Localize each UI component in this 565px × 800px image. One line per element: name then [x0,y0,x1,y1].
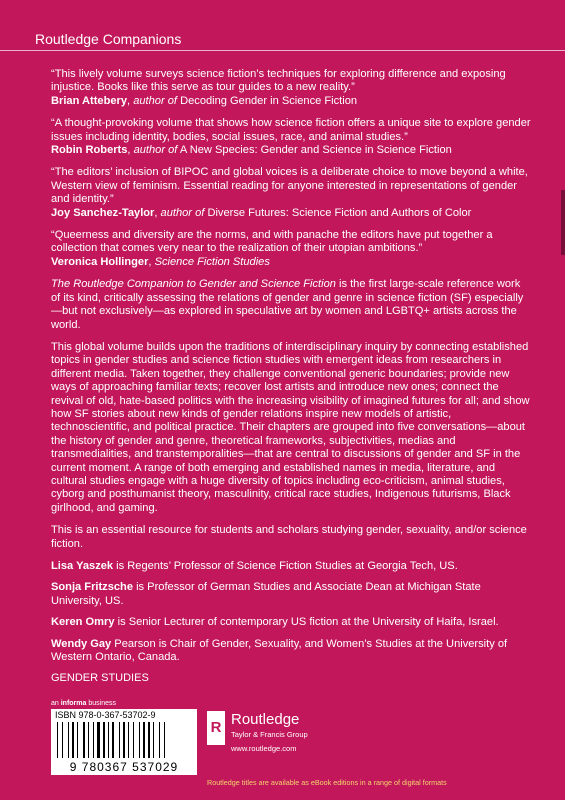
series-header [0,0,565,57]
editor-bio [51,616,531,629]
barcode-bars [57,722,193,758]
quote-work: Diverse Futures: Science Fiction and Authors of Color [207,206,472,219]
description-paragraph: This global volume builds upon the traditions of interdisciplinary inquiry by connecting established topics in gender studies and science fiction studies with emergent ideas from researchers in different media. Taken together, they challenge conventional generic boundaries; provide new ways of approaching familiar texts; recover lost artists and introduce new ones; connect the revival of old, hate-based politics with the increasing visibility of imagined futures for all; and show how SF stories about new kinds of gender relations inspire new models of artistic, technoscientific, and political practice. Their chapters are grouped into five conversations—about the history of gender and genre, theoretical frameworks, subjectivities, medias and transmedialities, and transtemporalities—that are central to discussions of gender and SF in the current moment. A range of both emerging and established names in media, literature, and cultural studies engage with a huge diversity of topics including eco-criticism, animal studies, cyborg and posthumanist theory, masculinity, critical race studies, Indigenous futurisms, Black girlhood, and gaming. [51,340,530,514]
quote-text: “Queerness and diversity are the norms, and with panache the editors have put together a collection that comes very near to the realization of their utopian ambitions.” [51,229,493,255]
barcode-bar [57,722,58,758]
editor-name: Sonja Fritzsche [51,581,133,594]
endorsement-quote [51,68,531,108]
barcode-bar [83,722,85,758]
quote-work: Decoding Gender in Science Fiction [180,94,358,107]
barcode-bar [159,722,160,758]
back-cover-content [51,68,531,686]
quote-text: “A thought-provoking volume that shows how science fiction offers a unique site to explore gender issues including identity, bodies, social issues, race, and animal studies.” [51,117,531,143]
editor-bio [51,560,531,573]
barcode-bar [133,722,134,758]
quote-author: Robin Roberts [51,144,128,157]
informa-suffix: business [86,700,116,707]
editor-bio-text: is Senior Lecturer of contemporary US fiction at the University of Haifa, Israel. [114,616,499,629]
quote-work: Science Fiction Studies [154,255,270,268]
barcode-bar [88,722,89,758]
editor-bio-text: Pearson is Chair of Gender, Sexuality, and Women’s Studies at the University of Western Ontario, Canada. [51,637,508,664]
quote-author-prefix: author of [133,144,178,157]
barcode-bar [135,722,138,758]
barcode-bar [77,722,78,758]
barcode-bar [64,722,67,758]
informa-prefix: an [51,700,61,707]
barcode-bar [119,722,120,758]
barcode-bar [108,722,109,758]
barcode-bar [106,722,107,758]
quote-text: “The editors’ inclusion of BIPOC and global voices is a deliberate choice to move beyond a white, Western view of feminism. Essential reading for anyone interested in representations of gender and identity.” [51,166,528,206]
editor-bio [51,638,531,665]
barcode-bar [128,722,129,758]
endorsement-quote [51,166,531,220]
quote-attribution: Veronica Hollinger, Science Fiction Studies [51,255,270,268]
isbn-text: ISBN 978-0-367-53702-9 [55,710,156,720]
barcode-bar [62,722,63,758]
quote-author: Joy Sanchez-Taylor [51,206,155,219]
barcode-bar [143,722,145,758]
quote-author-prefix: author of [160,206,205,219]
editor-name: Keren Omry [51,616,115,629]
barcode-bar [115,722,118,758]
barcode-bar [112,722,114,758]
informa-brand: informa [60,700,87,707]
editor-bio [51,581,531,608]
barcode-bar [126,722,127,758]
barcode-bar [148,722,150,758]
barcode-bar [70,722,71,758]
editor-bio-text: is Regents’ Professor of Science Fiction Studies at Georgia Tech, US. [113,560,458,572]
ebook-note: Routledge titles are available as eBook editions in a range of digital formats [207,778,447,787]
barcode-bar [72,722,74,758]
barcode-bar [79,722,82,758]
barcode-bar [139,722,140,758]
header-divider [0,50,565,51]
quote-author: Brian Attebery [51,94,128,107]
barcode-bar [101,722,102,758]
spine-edge-mark [561,190,565,255]
series-label: Routledge Companions [35,31,182,47]
publisher-logo [207,711,327,747]
barcode-bar [95,722,96,758]
publisher-name: Routledge [231,711,300,728]
informa-label [51,700,116,707]
barcode-bar [93,722,94,758]
endorsement-quote [51,117,531,157]
publisher-website[interactable]: www.routledge.com [231,744,297,753]
barcode-bar [161,722,163,758]
quote-attribution: Joy Sanchez-Taylor, author of Diverse Futures: Science Fiction and Authors of Color [51,206,472,219]
quote-author-prefix: author of [133,94,177,107]
barcode-bar [151,722,152,758]
audience-paragraph: This is an essential resource for students and scholars studying gender, sexuality, and/or science fiction. [51,524,527,550]
barcode-bar [103,722,105,758]
cover-footer [51,700,531,790]
barcode-bar [130,722,132,758]
barcode-bar [123,722,125,758]
quote-attribution: Robin Roberts, author of A New Species: Gender and Science in Science Fiction [51,144,452,157]
intro-paragraph [51,278,531,332]
barcode-bar [166,722,167,758]
barcode-bar [59,722,61,758]
quote-work: A New Species: Gender and Science in Science Fiction [179,144,452,157]
barcode-bar [68,722,69,758]
barcode-bar [164,722,165,758]
subject-category: GENDER STUDIES [51,672,149,685]
barcode-bar [90,722,92,758]
intro-text: is the first large-scale reference work of its kind, critically assessing the relations of gender and genre in science fiction (SF) especially—but not exclusively—as explored in speculative art by women and LGBTQ+ artists across the world. [51,278,524,331]
routledge-logo-icon: R [207,711,225,745]
barcode-bar [121,722,122,758]
publisher-group: Taylor & Francis Group [231,730,308,739]
editor-name: Lisa Yaszek [51,560,114,572]
barcode-bar [75,722,76,758]
barcode-bar [86,722,87,758]
barcode-bar [153,722,154,758]
barcode-bar [110,722,111,758]
quote-text: “This lively volume surveys science fiction’s techniques for exploring difference and exposing injustice. Books like this serve as tour guides to a new reality.” [51,68,506,94]
barcode-bar [155,722,158,758]
editor-name: Wendy Gay [51,637,112,650]
isbn-barcode [51,709,197,775]
barcode-bar [146,722,147,758]
barcode-bar [141,722,142,758]
endorsement-quote [51,229,531,269]
barcode-digits: 9 780367 537029 [69,760,179,774]
quote-attribution: Brian Attebery, author of Decoding Gender in Science Fiction [51,94,358,107]
book-title: The Routledge Companion to Gender and Science Fiction [51,278,336,291]
barcode-bar [97,722,100,758]
quote-author: Veronica Hollinger [51,255,149,268]
editor-bio-text: is Professor of German Studies and Associate Dean at Michigan State University, US. [51,581,481,607]
